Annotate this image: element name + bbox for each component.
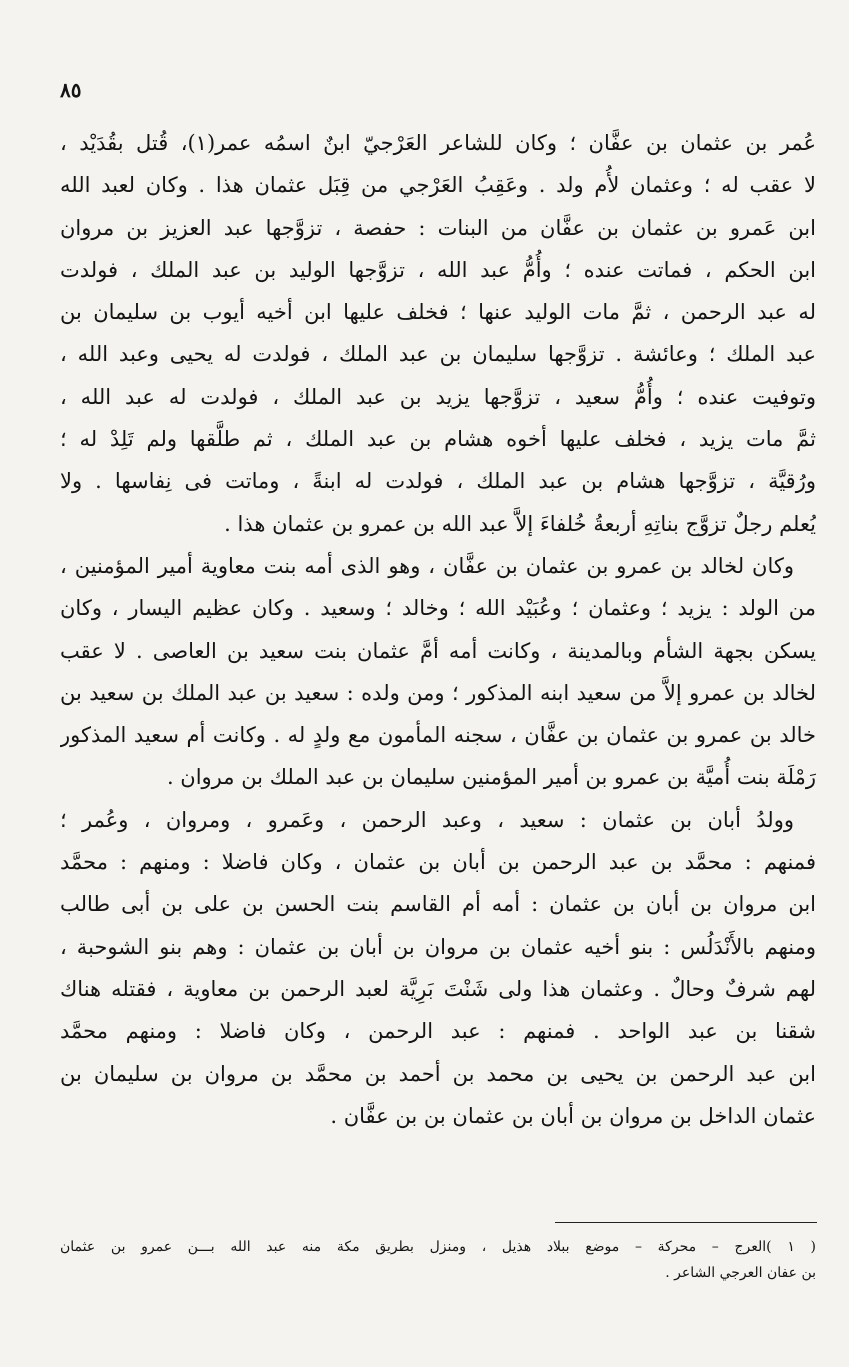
text-line: لهم شرفٌ وحالٌ . وعثمان هذا ولى شَنْتَ بَرِيَّة لعبد الرحمن بن معاوية ، فقتله هناك — [60, 976, 816, 1001]
text-line: ثمَّ مات يزيد ، فخلف عليها أخوه هشام بن عبد الملك ، ثم طلَّقها ولم تَلِدْ له ؛ — [60, 427, 816, 452]
footnote-line: بن عفان العرجي الشاعر . — [665, 1265, 816, 1281]
text-line: رَمْلَة بنت أُميَّة بن عمرو بن أمير المؤمنين سليمان بن عبد الملك بن مروان . — [166, 765, 816, 790]
text-line: يُعلم رجلٌ تزوَّج بناتِهِ أربعةُ خُلفاءَ إلاَّ عبد الله بن عمرو بن عثمان هذا . — [224, 511, 816, 536]
main-text — [60, 122, 816, 1137]
text-line: عثمان الداخل بن مروان بن أبان بن عثمان بن بن عفَّان . — [330, 1103, 816, 1128]
text-line: ورُقيَّة ، تزوَّجها هشام بن عبد الملك ، فولدت له ابنةً ، وماتت فى نِفاسها . ولا — [60, 469, 816, 494]
footnote-divider — [555, 1222, 817, 1223]
text-line: عُمر بن عثمان بن عفَّان ؛ وكان للشاعر العَرْجيّ ابنٌ اسمُه عمر(١)، قُتل بقُدَيْد ، — [60, 131, 816, 155]
page-number: ٨٥ — [60, 78, 82, 102]
text-line: ابن الحكم ، فماتت عنده ؛ وأُمُّ عبد الله ، تزوَّجها الوليد بن عبد الملك ، فولدت — [60, 257, 816, 282]
paragraph-first-line: وولدُ أبان بن عثمان : سعيد ، وعبد الرحمن ، وعَمرو ، ومروان ، وعُمر ؛ — [60, 807, 794, 832]
footnote-line: ( ١ )العرج – محركة – موضع ببلاد هذيل ، ومنزل بطريق مكة منه عبد الله بـــن عمرو بن عثمان — [60, 1239, 816, 1255]
text-line: له عبد الرحمن ، ثمَّ مات الوليد عنها ؛ فخلف عليها ابن أخيه أيوب بن سليمان بن — [60, 300, 816, 325]
text-line: لا عقب له ؛ وعثمان لأُم ولد . وعَقِبُ العَرْجي من قِبَل عثمان هذا . وكان لعبد الله — [60, 173, 816, 198]
text-line: ومنهم بالأَنْدَلُس : بنو أخيه عثمان بن مروان بن أبان بن عثمان : وهم بنو الشوحبة ، — [60, 934, 816, 959]
footnotes — [60, 1234, 816, 1286]
text-line: فمنهم : محمَّد بن عبد الرحمن بن أبان بن عثمان ، وكان فاضلا : ومنهم : محمَّد — [60, 850, 816, 875]
text-line: وتوفيت عنده ؛ وأُمُّ سعيد ، تزوَّجها يزيد بن عبد الملك ، فولدت له عبد الله ، — [60, 384, 816, 409]
text-line: عبد الملك ؛ وعائشة . تزوَّجها سليمان بن عبد الملك ، فولدت له يحيى وعبد الله ، — [60, 342, 816, 367]
text-line: لخالد بن عمرو إلاَّ من سعيد ابنه المذكور ؛ ومن ولده : سعيد بن عبد الملك بن سعيد بن — [60, 680, 816, 705]
text-line: ابن عبد الرحمن بن يحيى بن محمد بن أحمد بن محمَّد بن مروان بن سليمان بن — [60, 1061, 816, 1086]
text-line: ابن مروان بن أبان بن عثمان : أمه أم القاسم بنت الحسن بن على بن أبى طالب — [60, 892, 816, 917]
text-line: خالد بن عمرو بن عثمان بن عفَّان ، سجنه المأمون مع ولدٍ له . وكانت أم سعيد المذكور — [60, 723, 816, 748]
text-line: يسكن بجهة الشأم وبالمدينة ، وكانت أمه أمَّ عثمان بنت سعيد بن العاصى . لا عقب — [60, 638, 816, 663]
text-line: من الولد : يزيد ؛ وعثمان ؛ وعُبَيْد الله ؛ وخالد ؛ وسعيد . وكان عظيم اليسار ، وكان — [60, 596, 816, 621]
paragraph-first-line: وكان لخالد بن عمرو بن عثمان بن عفَّان ، وهو الذى أمه بنت معاوية أمير المؤمنين ، — [60, 553, 794, 578]
text-line: ابن عَمرو بن عثمان بن عفَّان من البنات : حفصة ، تزوَّجها عبد العزيز بن مروان — [60, 215, 816, 240]
text-line: شقنا بن عبد الواحد . فمنهم : عبد الرحمن ، وكان فاضلا : ومنهم محمَّد — [60, 1019, 816, 1044]
